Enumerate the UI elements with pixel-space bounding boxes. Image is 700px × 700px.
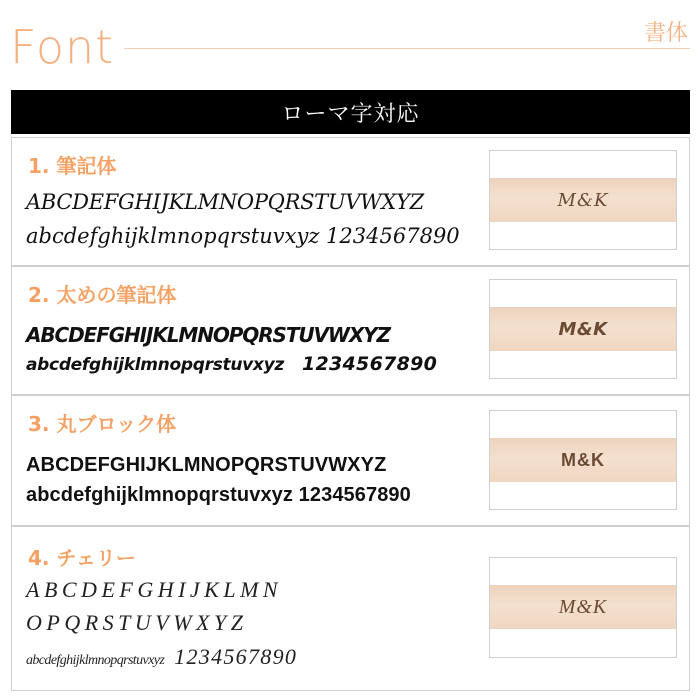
font-option-cherry [11,526,690,691]
uppercase-sample-second: OPQRSTUVWXYZ [26,610,248,635]
preview-ribbon: M&K [490,438,676,482]
font-option-script [11,137,690,266]
engraving-preview [489,557,677,658]
number-sample: 1234567890 [301,353,438,375]
engraving-preview [489,410,677,510]
lowercase-number-sample: abcdefghijklmnopqrstuvxyz 1234567890 [26,484,411,506]
lowercase-sample: abcdefghijklmnopqrstuvxyz [26,355,284,375]
page-title-japanese: 書体 [643,21,688,46]
font-heading: 4. チェリー [28,546,136,570]
lowercase-sample: abcdefghijklmnopqrstuvxyz [26,653,165,668]
lowercase-number-sample [26,353,437,375]
font-option-rounded-block [11,395,690,526]
engraving-preview [489,150,677,250]
uppercase-sample: ABCDEFGHIJKLMNOPQRSTUVWXYZ [26,454,387,476]
title-divider [124,48,690,49]
font-heading: 3. 丸ブロック体 [28,412,177,436]
lowercase-number-sample: abcdefghijklmnopqrstuvxyz 1234567890 [26,224,460,248]
uppercase-sample: ABCDEFGHIJKLMNOPQRSTUVWXYZ [26,323,390,347]
number-sample: 1234567890 [174,644,298,669]
preview-ribbon: M&K [490,307,676,351]
uppercase-sample-first: ABCDEFGHIJKLMN [26,577,283,602]
preview-ribbon: M&K [490,178,676,222]
font-option-bold-script [11,266,690,395]
font-heading: 2. 太めの筆記体 [28,283,177,307]
romaji-support-banner: ローマ字対応 [11,90,690,134]
font-heading: 1. 筆記体 [28,154,117,178]
preview-ribbon: M&K [490,585,676,629]
engraving-preview [489,279,677,379]
page-title: Font [10,20,115,74]
uppercase-sample: ABCDEFGHIJKLMNOPQRSTUVWXYZ [26,190,424,214]
header [0,0,700,90]
lowercase-number-sample [26,644,297,670]
